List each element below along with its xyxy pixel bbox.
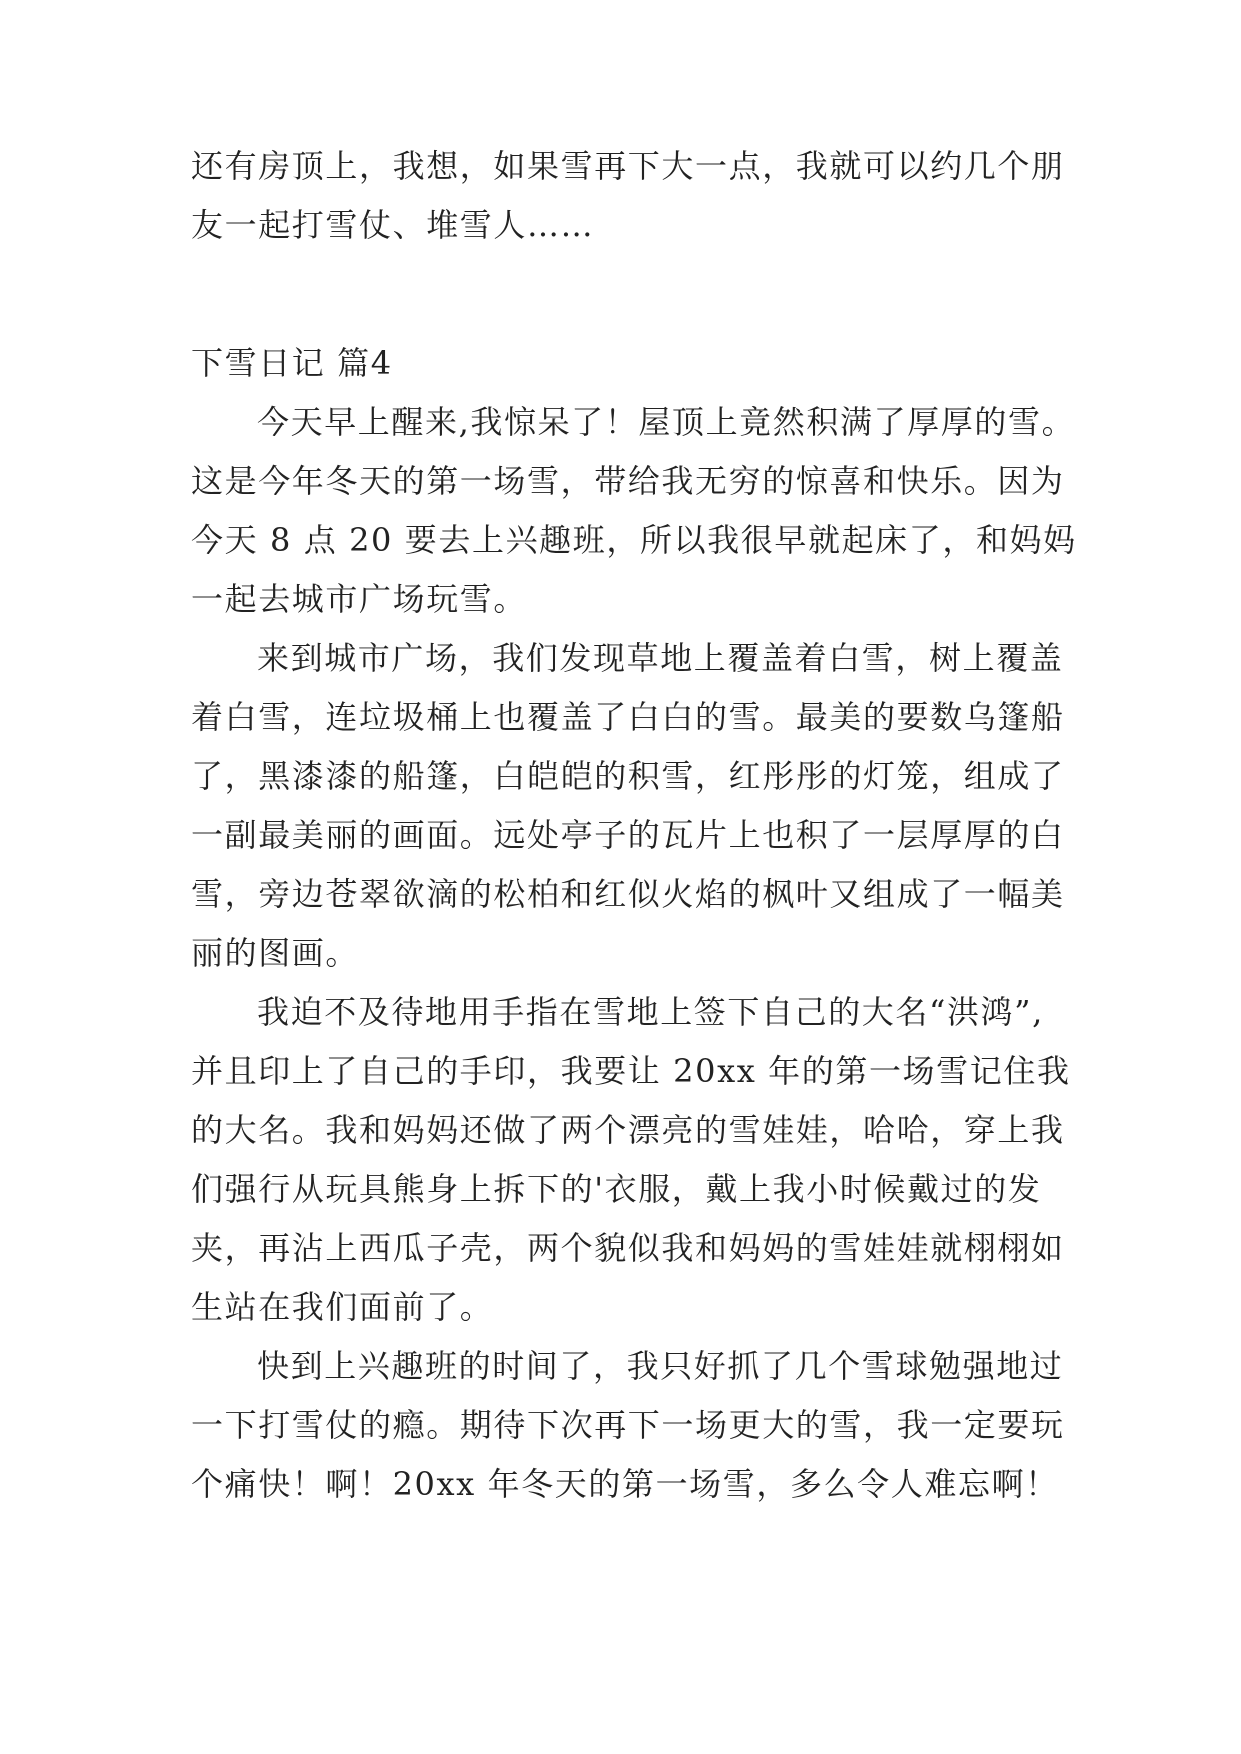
section-title: 下雪日记 篇4	[191, 344, 393, 382]
paragraph-line: 并且印上了自己的手印，我要让 20xx 年的第一场雪记住我	[191, 1052, 1071, 1090]
intro-line: 友一起打雪仗、堆雪人……	[191, 206, 595, 244]
intro-line: 还有房顶上，我想，如果雪再下大一点，我就可以约几个朋	[191, 147, 1065, 185]
body-text	[191, 393, 1077, 1514]
paragraph-line: 们强行从玩具熊身上拆下的'衣服，戴上我小时候戴过的发	[191, 1170, 1042, 1208]
paragraph-line: 今天早上醒来,我惊呆了！屋顶上竟然积满了厚厚的雪。	[257, 403, 1076, 441]
paragraph-3	[191, 983, 1071, 1337]
paragraph-4	[191, 1337, 1065, 1514]
paragraph-line: 一下打雪仗的瘾。期待下次再下一场更大的雪，我一定要玩	[191, 1406, 1065, 1444]
paragraph-2	[191, 629, 1065, 983]
paragraph-line: 一副最美丽的画面。远处亭子的瓦片上也积了一层厚厚的白	[191, 816, 1065, 854]
paragraph-line: 这是今年冬天的第一场雪，带给我无穷的惊喜和快乐。因为	[191, 462, 1065, 500]
paragraph-line: 我迫不及待地用手指在雪地上签下自己的大名“洪鸿”,	[257, 993, 1044, 1031]
paragraph-line: 个痛快！啊！20xx 年冬天的第一场雪，多么令人难忘啊！	[191, 1465, 1059, 1503]
paragraph-line: 今天 8 点 20 要去上兴趣班，所以我很早就起床了，和妈妈	[191, 521, 1077, 559]
paragraph-line: 的大名。我和妈妈还做了两个漂亮的雪娃娃，哈哈，穿上我	[191, 1111, 1065, 1149]
paragraph-line: 夹，再沾上西瓜子壳，两个貌似我和妈妈的雪娃娃就栩栩如	[191, 1229, 1065, 1267]
paragraph-line: 了，黑漆漆的船篷，白皑皑的积雪，红彤彤的灯笼，组成了	[191, 757, 1065, 795]
paragraph-1	[191, 393, 1077, 629]
paragraph-line: 雪，旁边苍翠欲滴的松柏和红似火焰的枫叶又组成了一幅美	[191, 875, 1065, 913]
intro-paragraph	[191, 137, 1065, 255]
paragraph-line: 着白雪，连垃圾桶上也覆盖了白白的雪。最美的要数乌篷船	[191, 698, 1065, 736]
paragraph-line: 快到上兴趣班的时间了，我只好抓了几个雪球勉强地过	[257, 1347, 1064, 1385]
paragraph-line: 一起去城市广场玩雪。	[191, 580, 528, 618]
paragraph-line: 丽的图画。	[191, 934, 360, 972]
paragraph-line: 生站在我们面前了。	[191, 1288, 494, 1326]
paragraph-line: 来到城市广场，我们发现草地上覆盖着白雪，树上覆盖	[257, 639, 1064, 677]
